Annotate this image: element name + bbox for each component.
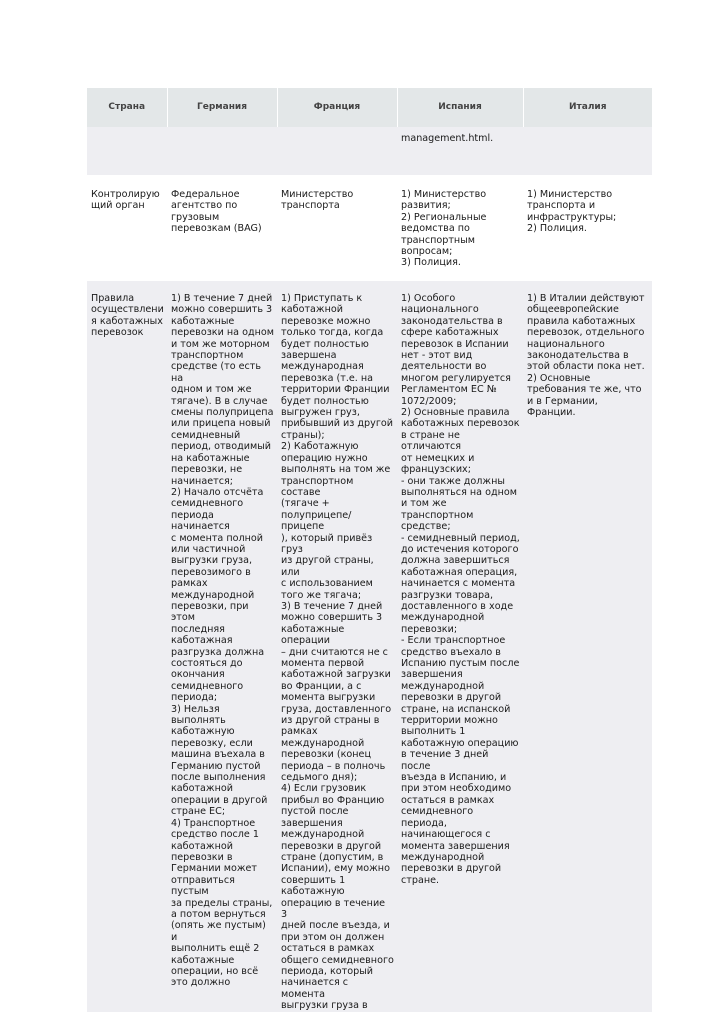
table-row <box>87 281 652 1012</box>
header-italy: Италия <box>523 88 652 127</box>
row-spacer <box>87 271 652 281</box>
cell-spain: 1) Министерство развития; 2) Региональные ведомства по транспортным вопросам; 3) Полиция. <box>397 185 523 271</box>
cell-country: Правила осуществлени я каботажных перевозок <box>87 281 167 1012</box>
cell-country <box>87 127 167 175</box>
header-row <box>87 88 652 127</box>
header-spain: Испания <box>397 88 523 127</box>
cell-germany <box>167 127 277 175</box>
header-france: Франция <box>277 88 397 127</box>
header-country: Страна <box>87 88 167 127</box>
cell-spain: management.html. <box>397 127 523 175</box>
cell-germany: 1) В течение 7 дней можно совершить 3 каботажные перевозки на одном и том же моторном транспортном средстве (то есть на одном и том же тягаче). В в случае смены полуприцепа или прицепа новый семидневный период, отводимый на каботажные перевозки, не начинается; 2) Начало отсчёта семидневного периода начинается с момента полной или частичной выгрузки груза, перевозимого в рамках международной перевозки, при этом последняя каботажная разгрузка должна состояться до окончания семидневного периода; 3) Нельзя выполнять каботажную перевозку, если машина въехала в Германию пустой после выполнения каботажной операции в другой стране ЕС; 4) Транспортное средство после 1 каботажной перевозки в Германии может отправиться пустым за пределы страны, а потом вернуться (опять же пустым) и выполнить ещё 2 каботажные операции, но всё это должно <box>167 281 277 1012</box>
cell-italy: 1) В Италии действуют общеевропейские правила каботажных перевозок, отдельного национального законодательства в этой области пока нет. 2) Основные требования те же, что и в Германии, Франции. <box>523 281 652 1012</box>
table-row <box>87 185 652 271</box>
cell-france: Министерство транспорта <box>277 185 397 271</box>
cell-italy: 1) Министерство транспорта и инфраструктуры; 2) Полиция. <box>523 185 652 271</box>
cell-france <box>277 127 397 175</box>
cell-italy <box>523 127 652 175</box>
row-spacer <box>87 175 652 185</box>
header-germany: Германия <box>167 88 277 127</box>
cabotage-comparison-table <box>87 88 652 1012</box>
cell-france: 1) Приступать к каботажной перевозке можно только тогда, когда будет полностью завершена международная перевозка (т.е. на территории Франции будет полностью выгружен груз, прибывший из другой страны); 2) Каботажную операцию нужно выполнять на том же транспортном составе (тягаче + полуприцепе/прицепе ), который привёз груз из другой страны, или с использованием того же тягача; 3) В течение 7 дней можно совершить 3 каботажные операции – дни считаются не с момента первой каботажной загрузки во Франции, а с момента выгрузки груза, доставленного из другой страны в рамках международной перевозки (конец периода – в полночь седьмого дня); 4) Если грузовик прибыл во Францию пустой после завершения международной перевозки в другой стране (допустим, в Испании), ему можно совершить 1 каботажную операцию в течение 3 дней после въезда, и при этом он должен остаться в рамках общего семидневного периода, который начинается с момента выгрузки груза в <box>277 281 397 1012</box>
cell-spain: 1) Особого национального законодательства в сфере каботажных перевозок в Испании нет - этот вид деятельности во многом регулируется Регламентом ЕС № 1072/2009; 2) Основные правила каботажных перевозок в стране не отличаются от немецких и французских; - они также должны выполняться на одном и том же транспортном средстве; - семидневный период, до истечения которого должна завершиться каботажная операция, начинается с момента разгрузки товара, доставленного в ходе международной перевозки; - Если транспортное средство въехало в Испанию пустым после завершения международной перевозки в другой стране, на испанской территории можно выполнить 1 каботажную операцию в течение 3 дней после въезда в Испанию, и при этом необходимо остаться в рамках семидневного периода, начинающегося с момента завершения международной перевозки в другой стране. <box>397 281 523 1012</box>
cell-country: Контролирую щий орган <box>87 185 167 271</box>
table-row <box>87 127 652 175</box>
cell-germany: Федеральное агентство по грузовым перевозкам (BAG) <box>167 185 277 271</box>
